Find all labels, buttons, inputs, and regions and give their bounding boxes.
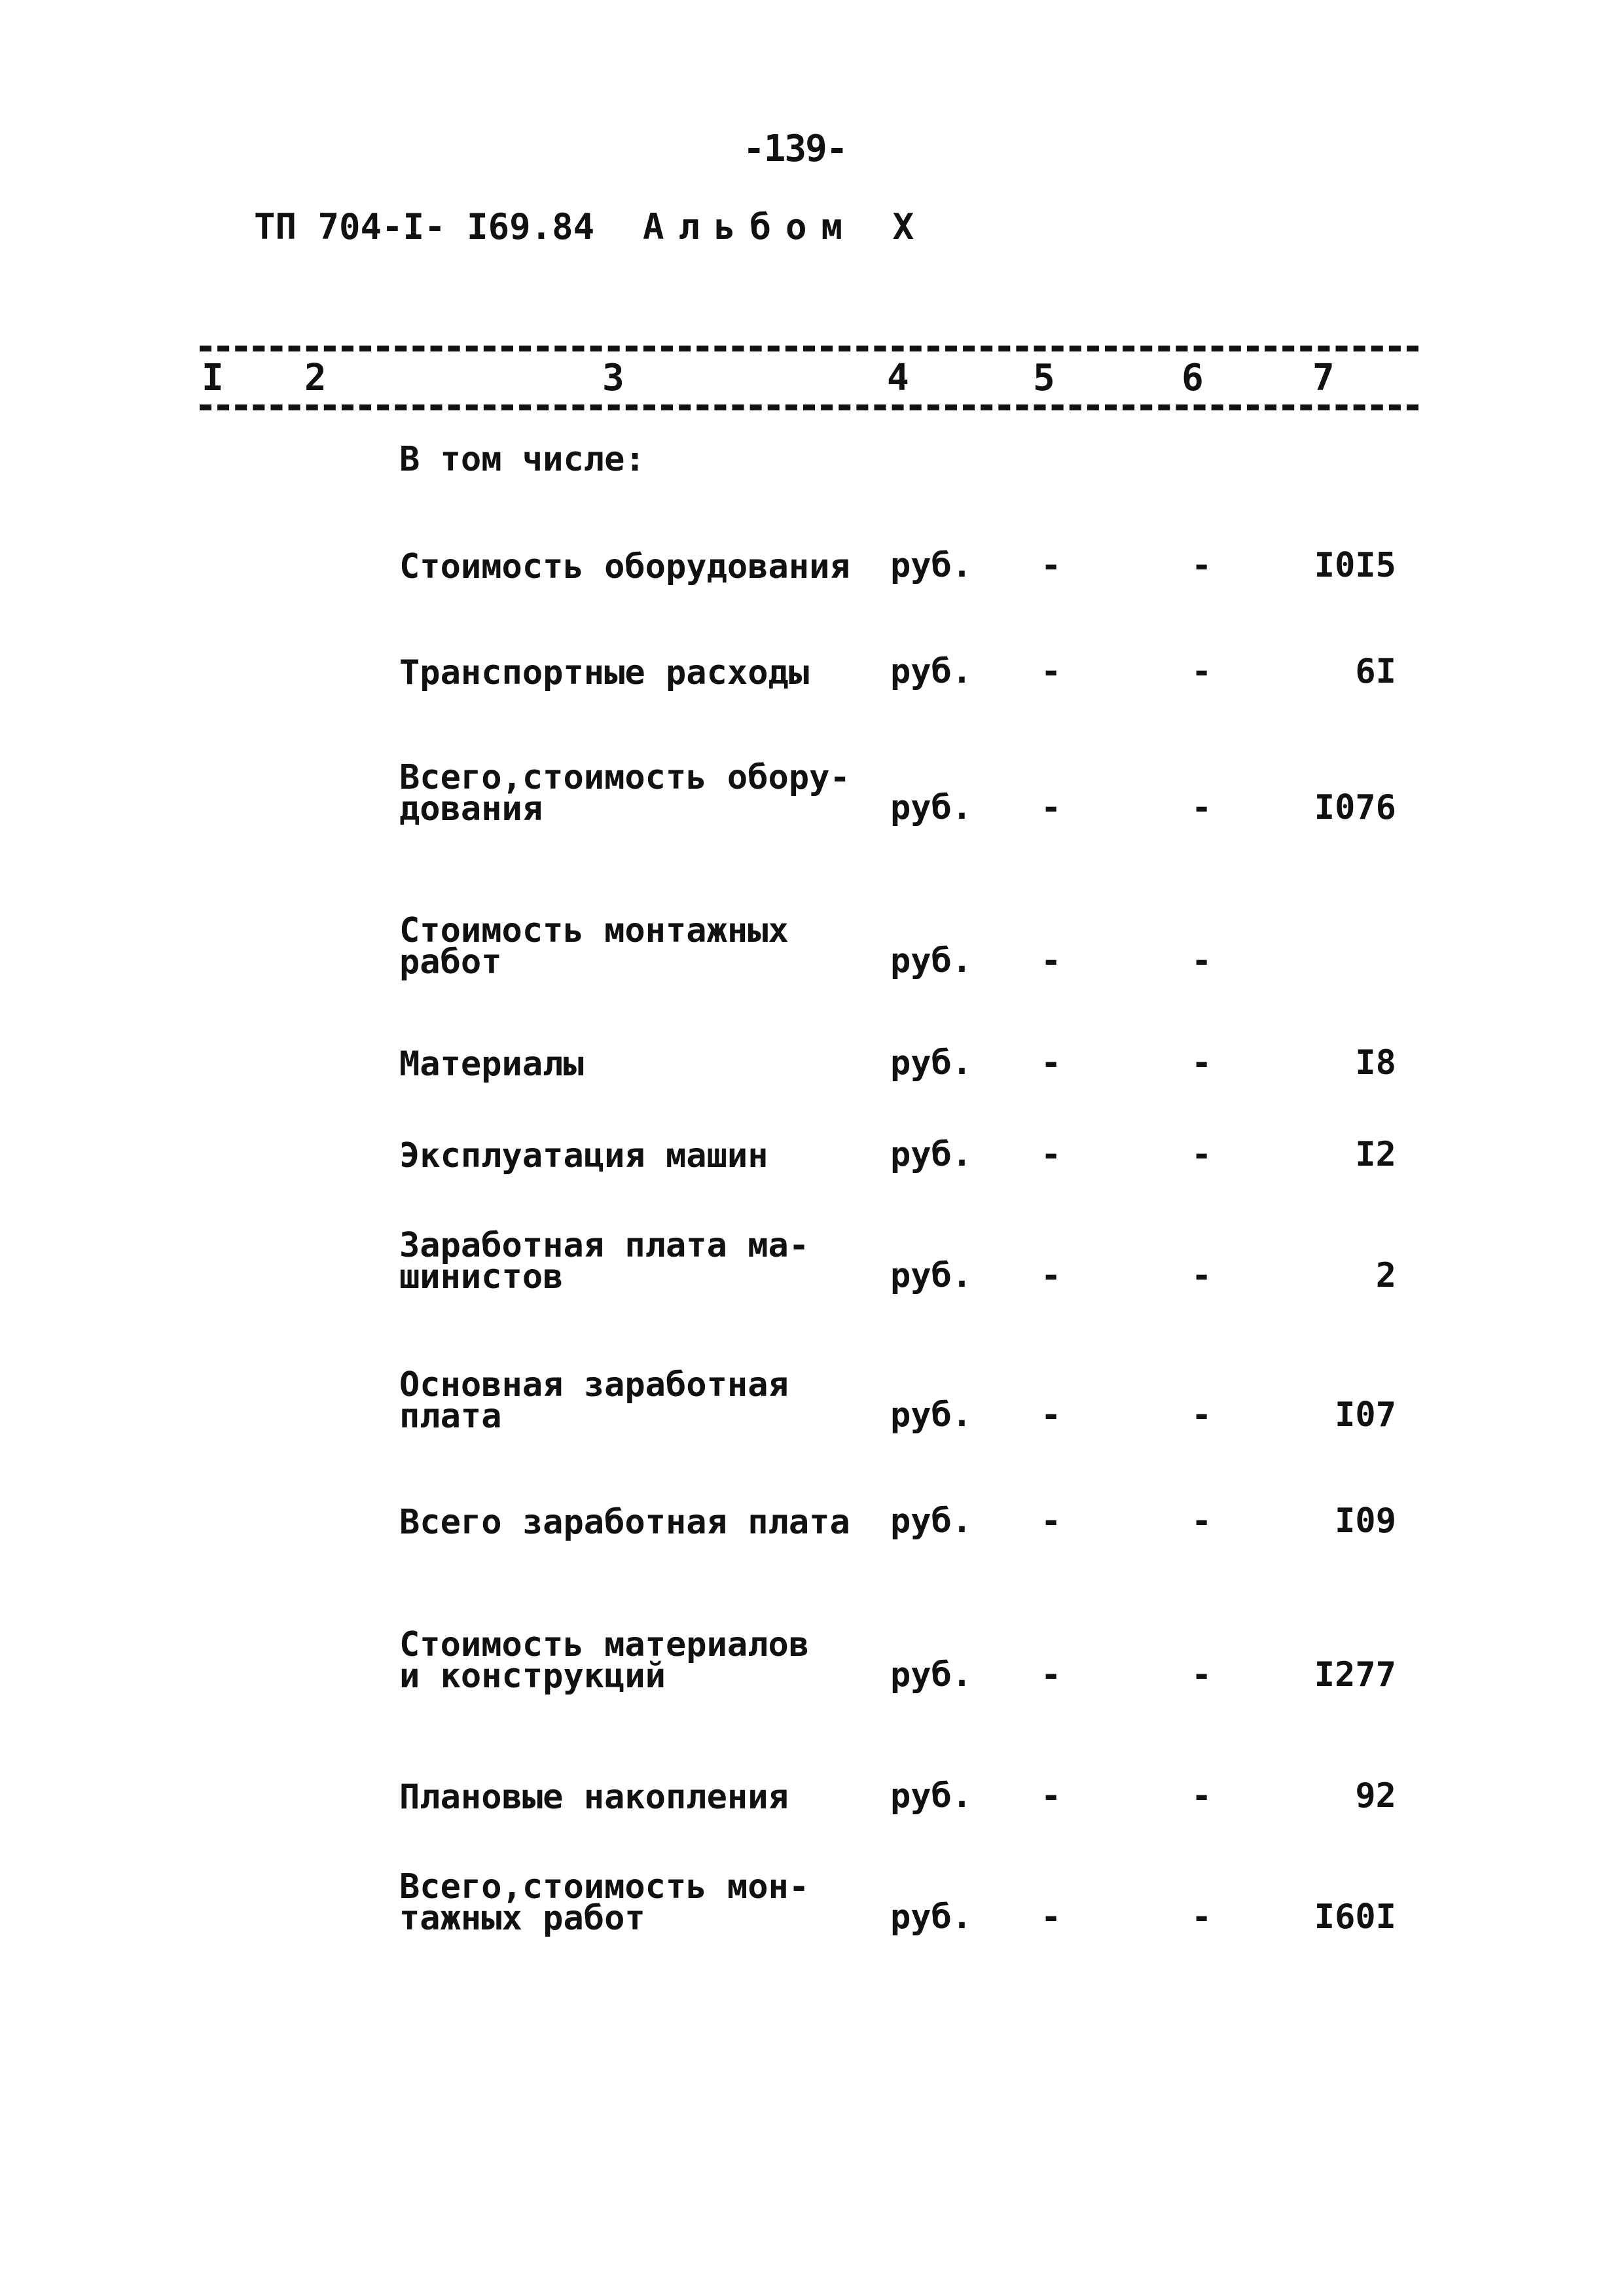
row-value: I09 xyxy=(1335,1501,1396,1541)
row-name xyxy=(399,653,810,692)
table-header-rule xyxy=(200,404,1418,410)
row-unit: руб. xyxy=(890,1655,973,1695)
row-name-line: Стоимость монтажных xyxy=(399,911,789,950)
row-name-line: Заработная плата ма- xyxy=(399,1226,810,1265)
row-name xyxy=(399,1503,850,1542)
row-col5: - xyxy=(1041,1256,1062,1295)
row-col5: - xyxy=(1041,941,1062,980)
row-name-line: работ xyxy=(399,942,502,982)
row-name-line: Материалы xyxy=(399,1045,584,1084)
row-unit: руб. xyxy=(890,1897,973,1937)
row-col6: - xyxy=(1191,1655,1212,1695)
column-header-1: I xyxy=(202,357,224,399)
row-name-line: Стоимость материалов xyxy=(399,1625,810,1664)
row-col5: - xyxy=(1041,1395,1062,1435)
row-unit: руб. xyxy=(890,1256,973,1295)
row-unit: руб. xyxy=(890,941,973,980)
row-col5: - xyxy=(1041,546,1062,585)
row-col6: - xyxy=(1191,941,1212,980)
row-col6: - xyxy=(1191,1395,1212,1435)
row-name xyxy=(399,1226,810,1297)
row-unit: руб. xyxy=(890,1501,973,1541)
row-col5: - xyxy=(1041,1135,1062,1174)
row-name-line: Всего заработная плата xyxy=(399,1503,850,1542)
table-top-rule xyxy=(200,346,1418,351)
row-col5: - xyxy=(1041,1043,1062,1083)
row-col5: - xyxy=(1041,1655,1062,1695)
row-value: I07 xyxy=(1335,1395,1396,1435)
row-col6: - xyxy=(1191,1043,1212,1083)
row-col5: - xyxy=(1041,1897,1062,1937)
row-name-line: Плановые накопления xyxy=(399,1778,789,1817)
album-label: Альбом X xyxy=(643,206,929,247)
row-col5: - xyxy=(1041,788,1062,827)
row-name-line: Транспортные расходы xyxy=(399,653,810,692)
row-name-line: шинистов xyxy=(399,1257,564,1297)
column-header-7: 7 xyxy=(1312,357,1335,399)
row-unit: руб. xyxy=(890,788,973,827)
intro-label: В том числе: xyxy=(399,440,645,479)
row-name-line: плата xyxy=(399,1397,502,1436)
page-number: -139- xyxy=(743,128,847,170)
row-col6: - xyxy=(1191,1897,1212,1937)
row-col6: - xyxy=(1191,652,1212,691)
row-value: I60I xyxy=(1314,1897,1396,1937)
row-value: I0I5 xyxy=(1314,546,1396,585)
row-name xyxy=(399,911,789,982)
row-name xyxy=(399,1136,768,1175)
row-value: 92 xyxy=(1355,1776,1396,1816)
row-name xyxy=(399,1867,810,1938)
row-value: I277 xyxy=(1314,1655,1396,1695)
row-col6: - xyxy=(1191,1135,1212,1174)
row-name xyxy=(399,758,850,829)
row-name-line: дования xyxy=(399,789,543,829)
column-header-2: 2 xyxy=(304,357,327,399)
row-unit: руб. xyxy=(890,546,973,585)
column-header-6: 6 xyxy=(1182,357,1204,399)
row-value: I076 xyxy=(1314,788,1396,827)
row-name xyxy=(399,547,850,586)
row-unit: руб. xyxy=(890,1395,973,1435)
row-name-line: и конструкций xyxy=(399,1657,666,1696)
row-value: I8 xyxy=(1355,1043,1396,1083)
row-name-line: Всего,стоимость мон- xyxy=(399,1867,810,1907)
row-name xyxy=(399,1778,789,1817)
row-col6: - xyxy=(1191,1501,1212,1541)
row-name xyxy=(399,1625,810,1696)
row-name-line: Эксплуатация машин xyxy=(399,1136,768,1175)
row-name xyxy=(399,1045,584,1084)
row-unit: руб. xyxy=(890,652,973,691)
row-value: I2 xyxy=(1355,1135,1396,1174)
row-col5: - xyxy=(1041,1776,1062,1816)
row-name-line: тажных работ xyxy=(399,1899,645,1938)
row-name-line: Основная заработная xyxy=(399,1365,789,1405)
row-value: 2 xyxy=(1375,1256,1396,1295)
column-header-3: 3 xyxy=(602,357,624,399)
column-header-4: 4 xyxy=(887,357,909,399)
document-code: ТП 704-I- I69.84 xyxy=(254,206,595,247)
row-unit: руб. xyxy=(890,1776,973,1816)
row-name xyxy=(399,1365,789,1436)
row-name-line: Всего,стоимость обору- xyxy=(399,758,850,797)
row-value: 6I xyxy=(1355,652,1396,691)
row-col5: - xyxy=(1041,652,1062,691)
row-unit: руб. xyxy=(890,1043,973,1083)
column-header-5: 5 xyxy=(1033,357,1055,399)
row-unit: руб. xyxy=(890,1135,973,1174)
row-name-line: Стоимость оборудования xyxy=(399,547,850,586)
row-col6: - xyxy=(1191,1256,1212,1295)
row-col6: - xyxy=(1191,1776,1212,1816)
row-col5: - xyxy=(1041,1501,1062,1541)
row-col6: - xyxy=(1191,546,1212,585)
row-col6: - xyxy=(1191,788,1212,827)
